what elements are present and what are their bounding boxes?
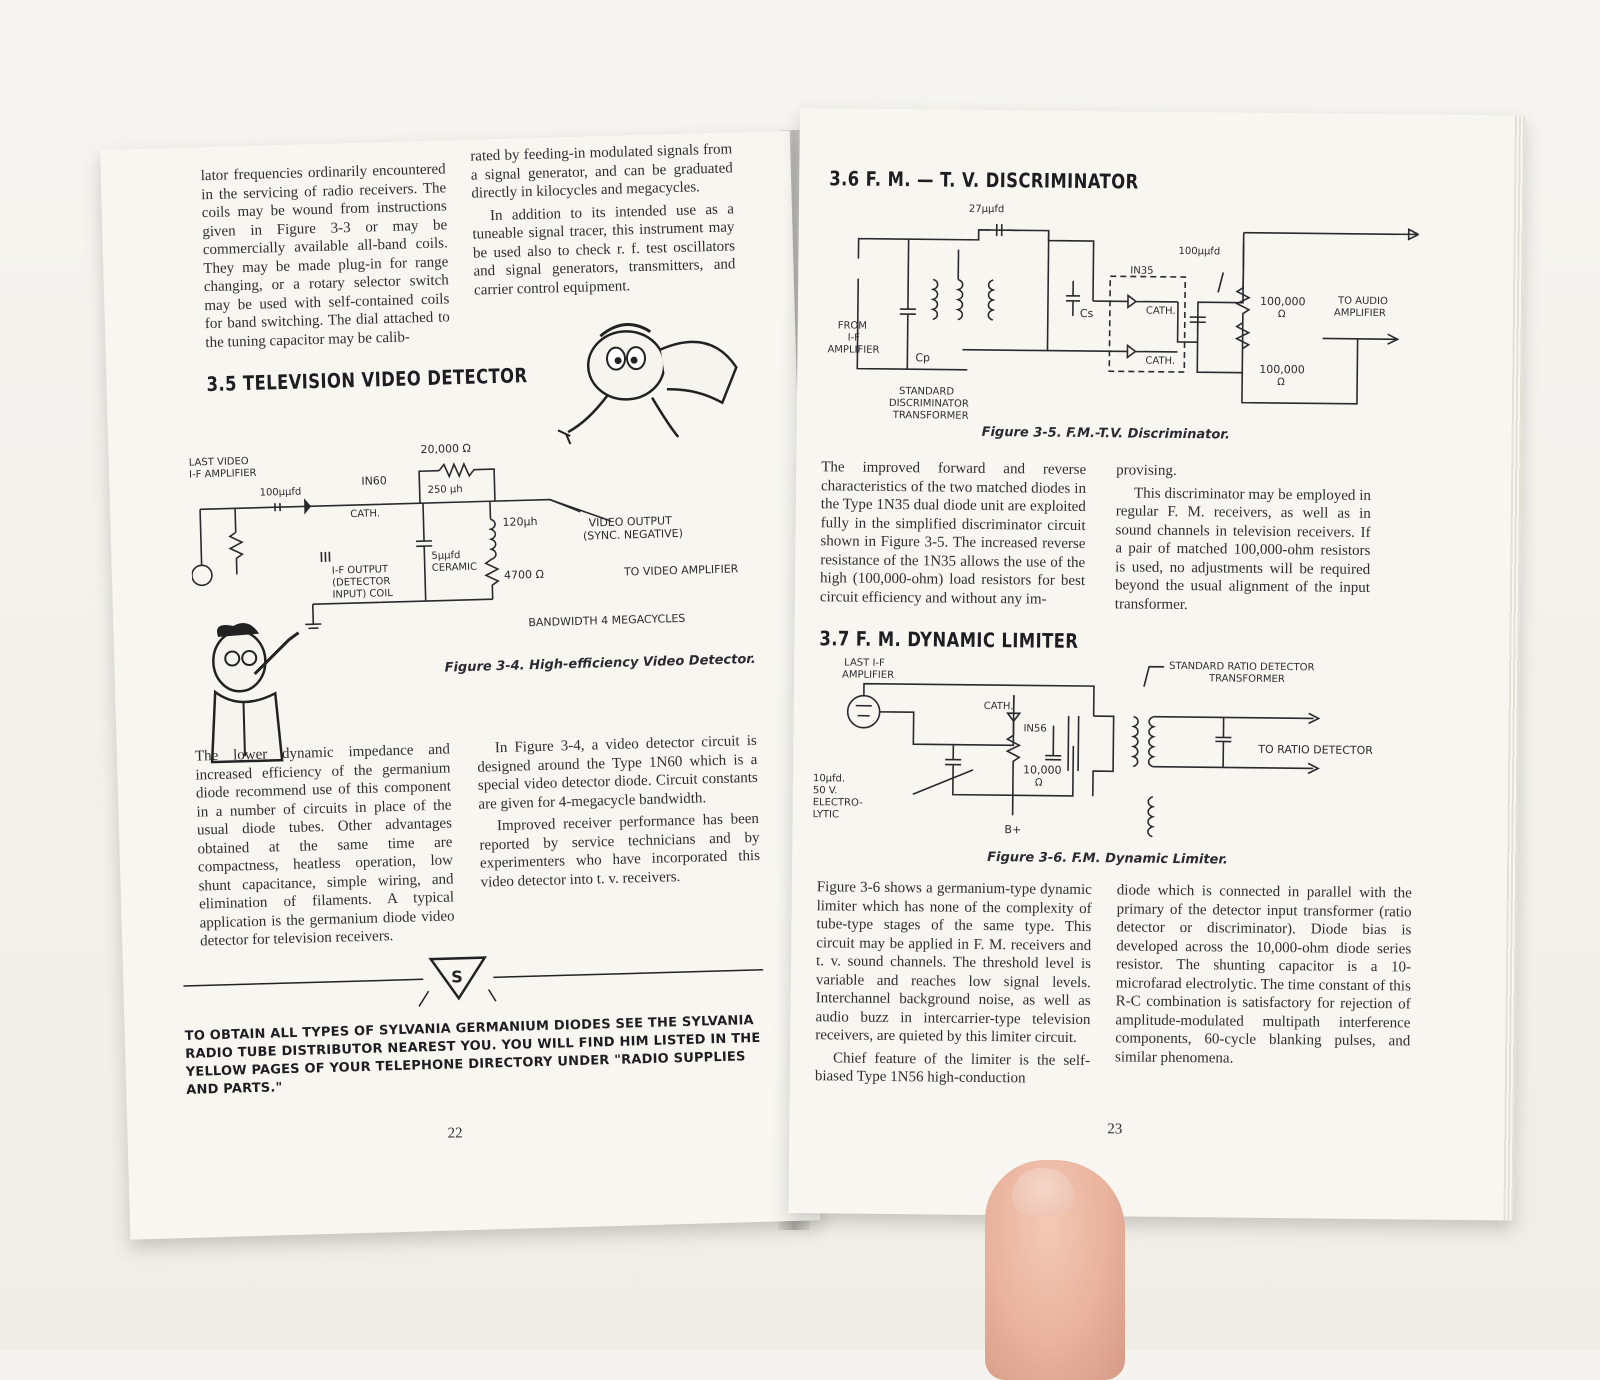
lbl-amplifier-36: AMPLIFIER: [842, 669, 895, 682]
lbl-cap100-right: 100μμfd: [1178, 245, 1221, 258]
lbl-cath: CATH.: [350, 508, 381, 521]
lbl-lytic: LYTIC: [812, 809, 840, 821]
lbl-last-if: LAST I-F: [844, 657, 885, 669]
lbl-if-amp: I-F AMPLIFIER: [188, 467, 257, 481]
lbl-to-ratio: TO RATIO DETECTOR: [1258, 742, 1374, 758]
lbl-cap10: 10μfd.: [812, 773, 846, 785]
lbl-coil2: (DETECTOR: [332, 576, 391, 589]
lbl-cath1: CATH.: [1145, 305, 1176, 317]
left-body-col2: In Figure 3-4, a video detector circuit is designed around the Type 1N60 which is a special video detector diode. Circuit constants are given for 4-megacycle bandwidth. Improved receiver performance has been reported by service technicians and by experimenters who have incorporated this video detector into t. v. receivers.: [477, 732, 761, 891]
lbl-electro: ELECTRO-: [812, 797, 863, 809]
sylvania-divider: [183, 942, 774, 1018]
lbl-r4700: 4700 Ω: [503, 567, 545, 582]
lbl-50v: 50 V.: [812, 785, 838, 797]
lbl-cs: Cs: [1079, 306, 1094, 321]
limiter-col1: Figure 3-6 shows a germanium-type dynamic limiter which has none of the complexity of tube-type stages of the same type. This circuit may be applied in F. M. receivers and t. v. sound channels. The threshold level is variable and reaches low signal levels. Interchannel background noise, as well as audio buzz in intercarrier-type television receivers, are quieted by this limiter circuit. Chief feature of the limiter is the self-biased Type 1N56 high-conduction: [814, 879, 1092, 1087]
lbl-r1: 100,000: [1259, 294, 1306, 309]
left-body-col1: The lower dynamic impedance and increased efficiency of the germanium diode recommend use of this component in a number of circuits in place of the usual diode tubes. Other advantages obtained at the same time are compactness, heatless operation, low shunt capacitance, simple wiring, and elimination of filaments. A typical application is the germanium diode video detector for television receivers.: [194, 741, 455, 950]
lbl-cath-36: CATH.: [983, 700, 1014, 713]
page-number-right: 23: [1107, 1121, 1123, 1138]
page-number-left: 22: [447, 1125, 463, 1142]
lbl-diode-in60: IN60: [361, 474, 388, 488]
lbl-r2: 100,000: [1259, 362, 1305, 377]
lbl-discriminator: DISCRIMINATOR: [888, 397, 969, 410]
caption-figure-3-4: Figure 3-4. High-efficiency Video Detector.: [444, 651, 756, 676]
lbl-cath2: CATH.: [1145, 355, 1176, 367]
thumb-nail: [1012, 1168, 1074, 1216]
sylvania-logo-letter: S: [450, 967, 464, 987]
limiter-col2: diode which is connected in parallel with the primary of the detector input transformer (ratio detector or discriminator). Diode bias is developed across the 10,000-ohm diode series resistor. The shunting capacitor is a 10-microfarad electrolytic. The time constant of this R-C combination is satisfactory for rejection of amplitude-modulated multipath interference components, 60-cycle blanking pulses, and similar phenomena.: [1114, 882, 1412, 1067]
lbl-transformer-36: TRANSFORMER: [1208, 673, 1285, 686]
lbl-standard-ratio: STANDARD RATIO DETECTOR: [1169, 660, 1315, 674]
caption-figure-3-5: Figure 3-5. F.M.-T.V. Discriminator.: [981, 424, 1230, 443]
left-col1-intro: lator frequencies ordinarily encountered in the servicing of radio receivers. The coils may be wound from instructions given in Figure 3-3 or may be commercially available all-band coils. They may be made plug-in for range changing, or a rotary selector switch may be used with self-contained coils for band switching. The dial attached to the tuning capacitor may be calib-: [200, 161, 451, 351]
lbl-coil1: I-F OUTPUT: [331, 564, 389, 577]
heading-3-5: 3.5 TELEVISION VIDEO DETECTOR: [206, 363, 528, 397]
disc-col2: provising. This discriminator may be employed in regular F. M. receivers, as well as in sound channels in television receivers. If a pair of matched 100,000-ohm resistors is used, no adjustments will be required beyond the usual alignment of the input transformer.: [1114, 462, 1372, 613]
lbl-r-unit: Ω: [1034, 777, 1043, 789]
heading-3-6: 3.6 F. M. — T. V. DISCRIMINATOR: [829, 166, 1139, 194]
lbl-from: FROM: [837, 320, 867, 332]
lbl-diode-in56: IN56: [1023, 723, 1047, 735]
caption-figure-3-6: Figure 3-6. F.M. Dynamic Limiter.: [987, 850, 1228, 868]
lbl-cap5: 5μμfd: [431, 550, 461, 562]
lbl-to-audio: TO AUDIO: [1337, 295, 1388, 308]
lbl-transformer: TRANSFORMER: [892, 409, 969, 422]
right-page: [788, 108, 1525, 1221]
lbl-r1-unit: Ω: [1277, 309, 1286, 321]
lbl-r10000: 10,000: [1023, 763, 1062, 777]
lbl-standard: STANDARD: [898, 386, 955, 398]
lbl-audio-amplifier: AMPLIFIER: [1333, 307, 1386, 320]
figure-3-5-diagram: [817, 188, 1419, 434]
left-page: [100, 131, 820, 1240]
lbl-if: I-F: [847, 332, 860, 344]
lbl-cp: Cp: [915, 351, 931, 365]
lbl-ceramic: CERAMIC: [431, 561, 478, 574]
lbl-l250: 250 μh: [427, 484, 463, 496]
left-col2-intro: rated by feeding-in modulated signals from a signal generator, and can be graduated directly in kilocycles and megacycles. In addition to its intended use as a tuneable signal tracer, this instrument may be used also to check r. f. test oscillators and signal generators, transmitters, and carrier control equipment.: [470, 141, 736, 299]
heading-3-7: 3.7 F. M. DYNAMIC LIMITER: [819, 626, 1079, 653]
lbl-if-amplifier: AMPLIFIER: [827, 344, 880, 356]
lbl-video-output: VIDEO OUTPUT: [588, 514, 672, 530]
lbl-coil3: INPUT) COIL: [332, 587, 393, 601]
sylvania-notice: TO OBTAIN ALL TYPES OF SYLVANIA GERMANIUM DIODES SEE THE SYLVANIA RADIO TUBE DISTRIBUTOR NEAREST YOU. YOU WILL FIND HIM LISTED IN THE YELLOW PAGES OF YOUR TELEPHONE DIRECTORY UNDER "RADIO SUPPLIES AND PARTS.": [184, 1013, 761, 1098]
lbl-sync-negative: (SYNC. NEGATIVE): [582, 526, 684, 543]
lbl-last-video: LAST VIDEO: [188, 455, 249, 469]
lbl-r2-unit: Ω: [1277, 377, 1285, 389]
lbl-to-video-amp: TO VIDEO AMPLIFIER: [623, 562, 739, 579]
lbl-r20000: 20,000 Ω: [420, 441, 472, 457]
figure-3-6-diagram: [812, 653, 1414, 869]
lbl-bandwidth: BANDWIDTH 4 MEGACYCLES: [528, 611, 686, 630]
lbl-cap27: 27μμfd: [968, 203, 1005, 216]
lbl-diode-in35: IN35: [1130, 265, 1154, 277]
lbl-cap100: 100μμfd: [259, 486, 302, 499]
lbl-bplus: B+: [1004, 823, 1022, 837]
disc-col1: The improved forward and reverse characteristics of the two matched diodes in the Type 1N35 dual diode unit are exploited fully in the simplified discriminator circuit shown in Figure 3-5. The increased reverse resistance of the 1N35 allows the use of the high (100,000-ohm) load resistors for best circuit efficiency and without any im-: [819, 459, 1087, 608]
lbl-l120: 120μh: [502, 514, 538, 529]
